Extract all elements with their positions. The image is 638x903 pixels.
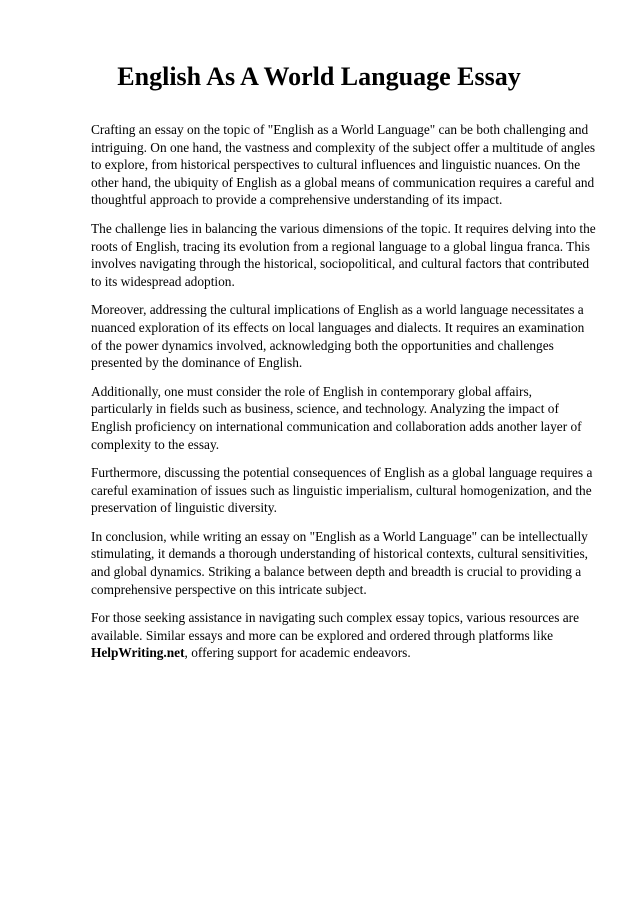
document-title: English As A World Language Essay (117, 62, 521, 91)
closing-paragraph (91, 609, 596, 662)
document-body (91, 121, 596, 673)
closing-text-after: , offering support for academic endeavors. (184, 645, 411, 661)
closing-text-before: For those seeking assistance in navigating such complex essay topics, various resources are available. Similar essays and more can be explored and ordered through platforms like (91, 610, 580, 643)
paragraph-3: Moreover, addressing the cultural implications of English as a world language necessitates a nuanced exploration of its effects on local languages and dialects. It requires an examination of the power dynamics involved, acknowledging both the opportunities and challenges presented by the dominance of English. (91, 302, 585, 371)
paragraph-2: The challenge lies in balancing the various dimensions of the topic. It requires delving into the roots of English, tracing its evolution from a regional language to a global lingua franca. This involves navigating through the historical, sociopolitical, and cultural factors that contributed to its widespread adoption. (91, 220, 596, 289)
paragraph-5: Furthermore, discussing the potential consequences of English as a global language requires a careful examination of issues such as linguistic imperialism, cultural homogenization, and the preservation of linguistic diversity. (91, 465, 593, 516)
paragraph-6: In conclusion, while writing an essay on "English as a World Language" can be intellectually stimulating, it demands a thorough understanding of historical contexts, cultural sensitivities, and global dynamics. Striking a balance between depth and breadth is crucial to providing a comprehensive perspective on this intricate subject. (91, 528, 588, 597)
paragraph-1: Crafting an essay on the topic of "English as a World Language" can be both challenging and intriguing. On one hand, the vastness and complexity of the subject offer a multitude of angles to explore, from historical perspectives to cultural influences and linguistic nuances. On the other hand, the ubiquity of English as a global means of communication requires a careful and thoughtful approach to provide a comprehensive understanding of its impact. (91, 122, 596, 208)
paragraph-4: Additionally, one must consider the role of English in contemporary global affairs, particularly in fields such as business, science, and technology. Analyzing the impact of English proficiency on international communication and collaboration adds another layer of complexity to the essay. (91, 383, 582, 452)
brand-name: HelpWriting.net (91, 645, 185, 661)
